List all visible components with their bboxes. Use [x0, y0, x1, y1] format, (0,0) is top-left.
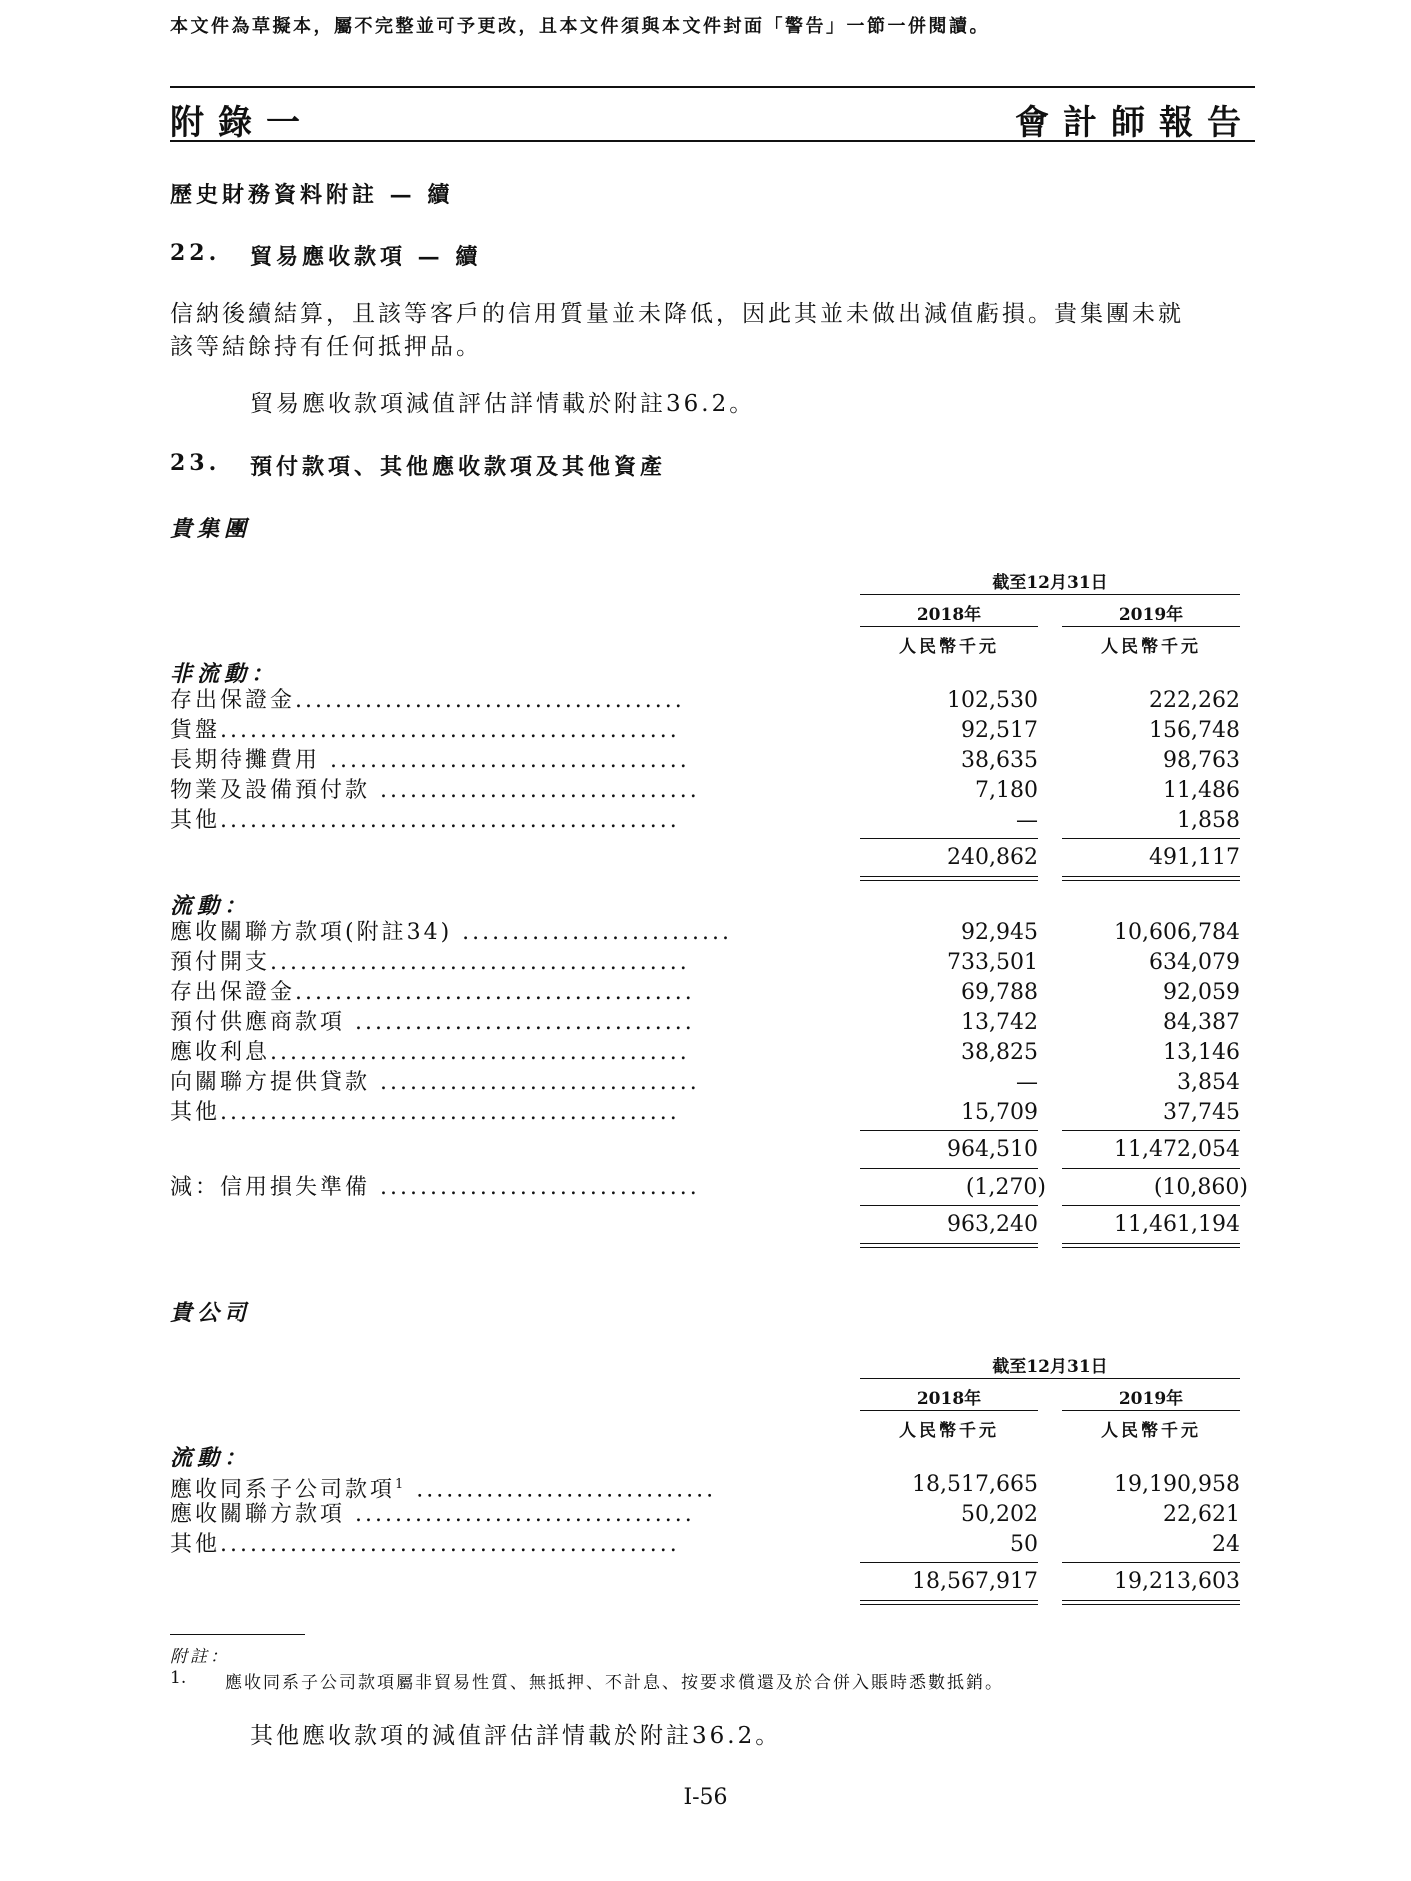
- group-current-heading: 流動：: [170, 893, 252, 919]
- total-double-rule: [1062, 1243, 1240, 1248]
- table-cell-2019: 19,190,958: [1114, 1472, 1240, 1497]
- footnote-text: 應收同系子公司款項屬非貿易性質、無抵押、不計息、按要求償還及於合併入賬時悉數抵銷。: [225, 1673, 1004, 1693]
- group-unit-2018: 人民幣千元: [899, 637, 999, 657]
- table-row-label: 應收關聯方款項(附註34) ...........................: [170, 920, 732, 945]
- subtotal-rule: [1062, 1168, 1240, 1169]
- note23-title: 預付款項、其他應收款項及其他資產: [250, 454, 667, 480]
- table-row-label: 向關聯方提供貸款 ................................: [170, 1070, 700, 1095]
- current-subtotal-2019: 11,472,054: [1114, 1137, 1240, 1162]
- table-cell-2018: 7,180: [975, 778, 1038, 803]
- table-row-label: 其他..............................................: [170, 808, 680, 833]
- company-current-heading: 流動：: [170, 1445, 252, 1471]
- table-cell-2018: 50: [1010, 1532, 1038, 1557]
- table-cell-2019: 13,146: [1163, 1040, 1240, 1065]
- less-row-2019: (10,860): [1153, 1175, 1248, 1200]
- company-total-2018: 18,567,917: [912, 1569, 1038, 1594]
- note23-number: 23.: [170, 450, 221, 476]
- table-cell-2019: 222,262: [1149, 688, 1240, 713]
- table-cell-2019: 37,745: [1163, 1100, 1240, 1125]
- report-title: 會計師報告: [1015, 103, 1255, 143]
- subtotal-rule: [860, 1562, 1038, 1563]
- subtotal-rule: [1062, 1562, 1240, 1563]
- table-row-label: 其他..............................................: [170, 1100, 680, 1125]
- draft-warning: 本文件為草擬本，屬不完整並可予更改，且本文件須與本文件封面「警告」一節一併閱讀。: [170, 16, 990, 37]
- table-row-label: 預付開支..........................................: [170, 950, 690, 975]
- table-row-label: 其他..............................................: [170, 1532, 680, 1557]
- group-noncurrent-heading: 非流動：: [170, 661, 279, 687]
- table-cell-2019: 24: [1212, 1532, 1240, 1557]
- company-year-2019: 2019年: [1118, 1389, 1184, 1409]
- section-title: 歷史財務資料附註 — 續: [170, 182, 454, 208]
- less-row-2018: (1,270): [965, 1175, 1046, 1200]
- company-total-2019: 19,213,603: [1114, 1569, 1240, 1594]
- company-year-rule-2019: [1062, 1410, 1240, 1411]
- subtotal-rule: [860, 838, 1038, 839]
- noncurrent-total-2018: 240,862: [947, 845, 1038, 870]
- table-row-label: 存出保證金.......................................: [170, 688, 685, 713]
- group-period-rule: [860, 594, 1240, 595]
- table-cell-2018: 92,517: [961, 718, 1038, 743]
- table-cell-2018: 13,742: [961, 1010, 1038, 1035]
- group-year-2019: 2019年: [1118, 605, 1184, 625]
- header-rule-top: [170, 86, 1255, 88]
- appendix-title: 附錄一: [170, 103, 314, 143]
- group-entity-label: 貴集團: [170, 516, 252, 542]
- total-double-rule: [1062, 876, 1240, 881]
- table-row-label: 貨盤..............................................: [170, 718, 680, 743]
- table-row-label: 應收關聯方款項 ..................................: [170, 1502, 695, 1527]
- table-cell-2019: 92,059: [1163, 980, 1240, 1005]
- table-row-label: 應收同系子公司款項$^1$ ..............................: [170, 1477, 717, 1503]
- table-cell-2018: 92,945: [961, 920, 1038, 945]
- table-cell-2019: 10,606,784: [1114, 920, 1240, 945]
- noncurrent-total-2019: 491,117: [1149, 845, 1240, 870]
- group-year-rule-2019: [1062, 626, 1240, 627]
- table-cell-2018: 69,788: [961, 980, 1038, 1005]
- table-cell-2018: —: [1016, 1070, 1038, 1095]
- table-row-label: 存出保證金........................................: [170, 980, 695, 1005]
- footnote-number: 1.: [170, 1668, 187, 1688]
- table-row-label: 長期待攤費用 ....................................: [170, 748, 690, 773]
- footnote-separator: [170, 1634, 305, 1635]
- group-unit-2019: 人民幣千元: [1101, 637, 1201, 657]
- footnote-heading: 附註：: [170, 1647, 230, 1667]
- total-double-rule: [860, 1600, 1038, 1605]
- table-row-label: 物業及設備預付款 ................................: [170, 778, 700, 803]
- group-period-header: 截至12月31日: [992, 573, 1108, 593]
- total-double-rule: [860, 1243, 1038, 1248]
- table-cell-2018: 102,530: [947, 688, 1038, 713]
- company-unit-2018: 人民幣千元: [899, 1421, 999, 1441]
- current-subtotal-2018: 964,510: [947, 1137, 1038, 1162]
- less-row-label: 減：信用損失準備 ................................: [170, 1175, 700, 1200]
- total-double-rule: [860, 876, 1038, 881]
- company-year-rule-2018: [860, 1410, 1038, 1411]
- table-cell-2019: 11,486: [1163, 778, 1240, 803]
- table-cell-2019: 98,763: [1163, 748, 1240, 773]
- note22-title: 貿易應收款項 — 續: [250, 244, 482, 270]
- table-cell-2018: 50,202: [961, 1502, 1038, 1527]
- group-year-2018: 2018年: [916, 605, 982, 625]
- total-double-rule: [1062, 1600, 1240, 1605]
- table-cell-2019: 634,079: [1149, 950, 1240, 975]
- company-period-header: 截至12月31日: [992, 1357, 1108, 1377]
- subtotal-rule: [1062, 1205, 1240, 1206]
- header-rule-bottom: [170, 140, 1255, 142]
- table-cell-2019: 22,621: [1163, 1502, 1240, 1527]
- table-cell-2019: 84,387: [1163, 1010, 1240, 1035]
- subtotal-rule: [1062, 1130, 1240, 1131]
- company-period-rule: [860, 1378, 1240, 1379]
- subtotal-rule: [860, 1205, 1038, 1206]
- table-cell-2019: 156,748: [1149, 718, 1240, 743]
- table-cell-2018: 18,517,665: [912, 1472, 1038, 1497]
- table-row-label: 應收利息..........................................: [170, 1040, 690, 1065]
- current-total-2019: 11,461,194: [1114, 1212, 1240, 1237]
- subtotal-rule: [1062, 838, 1240, 839]
- table-cell-2018: 733,501: [947, 950, 1038, 975]
- note22-para2: 貿易應收款項減值評估詳情載於附註36.2。: [250, 391, 756, 417]
- footnote-ref: 1: [395, 1477, 407, 1492]
- company-year-2018: 2018年: [916, 1389, 982, 1409]
- current-total-2018: 963,240: [947, 1212, 1038, 1237]
- company-entity-label: 貴公司: [170, 1300, 252, 1326]
- note22-para-line1: 信納後續結算，且該等客戶的信用質量並未降低，因此其並未做出減值虧損。貴集團未就: [170, 301, 1184, 327]
- table-row-label: 預付供應商款項 ..................................: [170, 1010, 695, 1035]
- table-cell-2018: —: [1016, 808, 1038, 833]
- table-cell-2019: 3,854: [1177, 1070, 1240, 1095]
- table-cell-2018: 38,825: [961, 1040, 1038, 1065]
- company-unit-2019: 人民幣千元: [1101, 1421, 1201, 1441]
- subtotal-rule: [860, 1168, 1038, 1169]
- table-cell-2018: 15,709: [961, 1100, 1038, 1125]
- table-cell-2018: 38,635: [961, 748, 1038, 773]
- note22-para-line2: 該等結餘持有任何抵押品。: [170, 334, 482, 360]
- group-year-rule-2018: [860, 626, 1038, 627]
- subtotal-rule: [860, 1130, 1038, 1131]
- closing-paragraph: 其他應收款項的減值評估詳情載於附註36.2。: [250, 1723, 782, 1749]
- table-cell-2019: 1,858: [1177, 808, 1240, 833]
- page-number: I-56: [683, 1785, 728, 1810]
- note22-number: 22.: [170, 240, 221, 266]
